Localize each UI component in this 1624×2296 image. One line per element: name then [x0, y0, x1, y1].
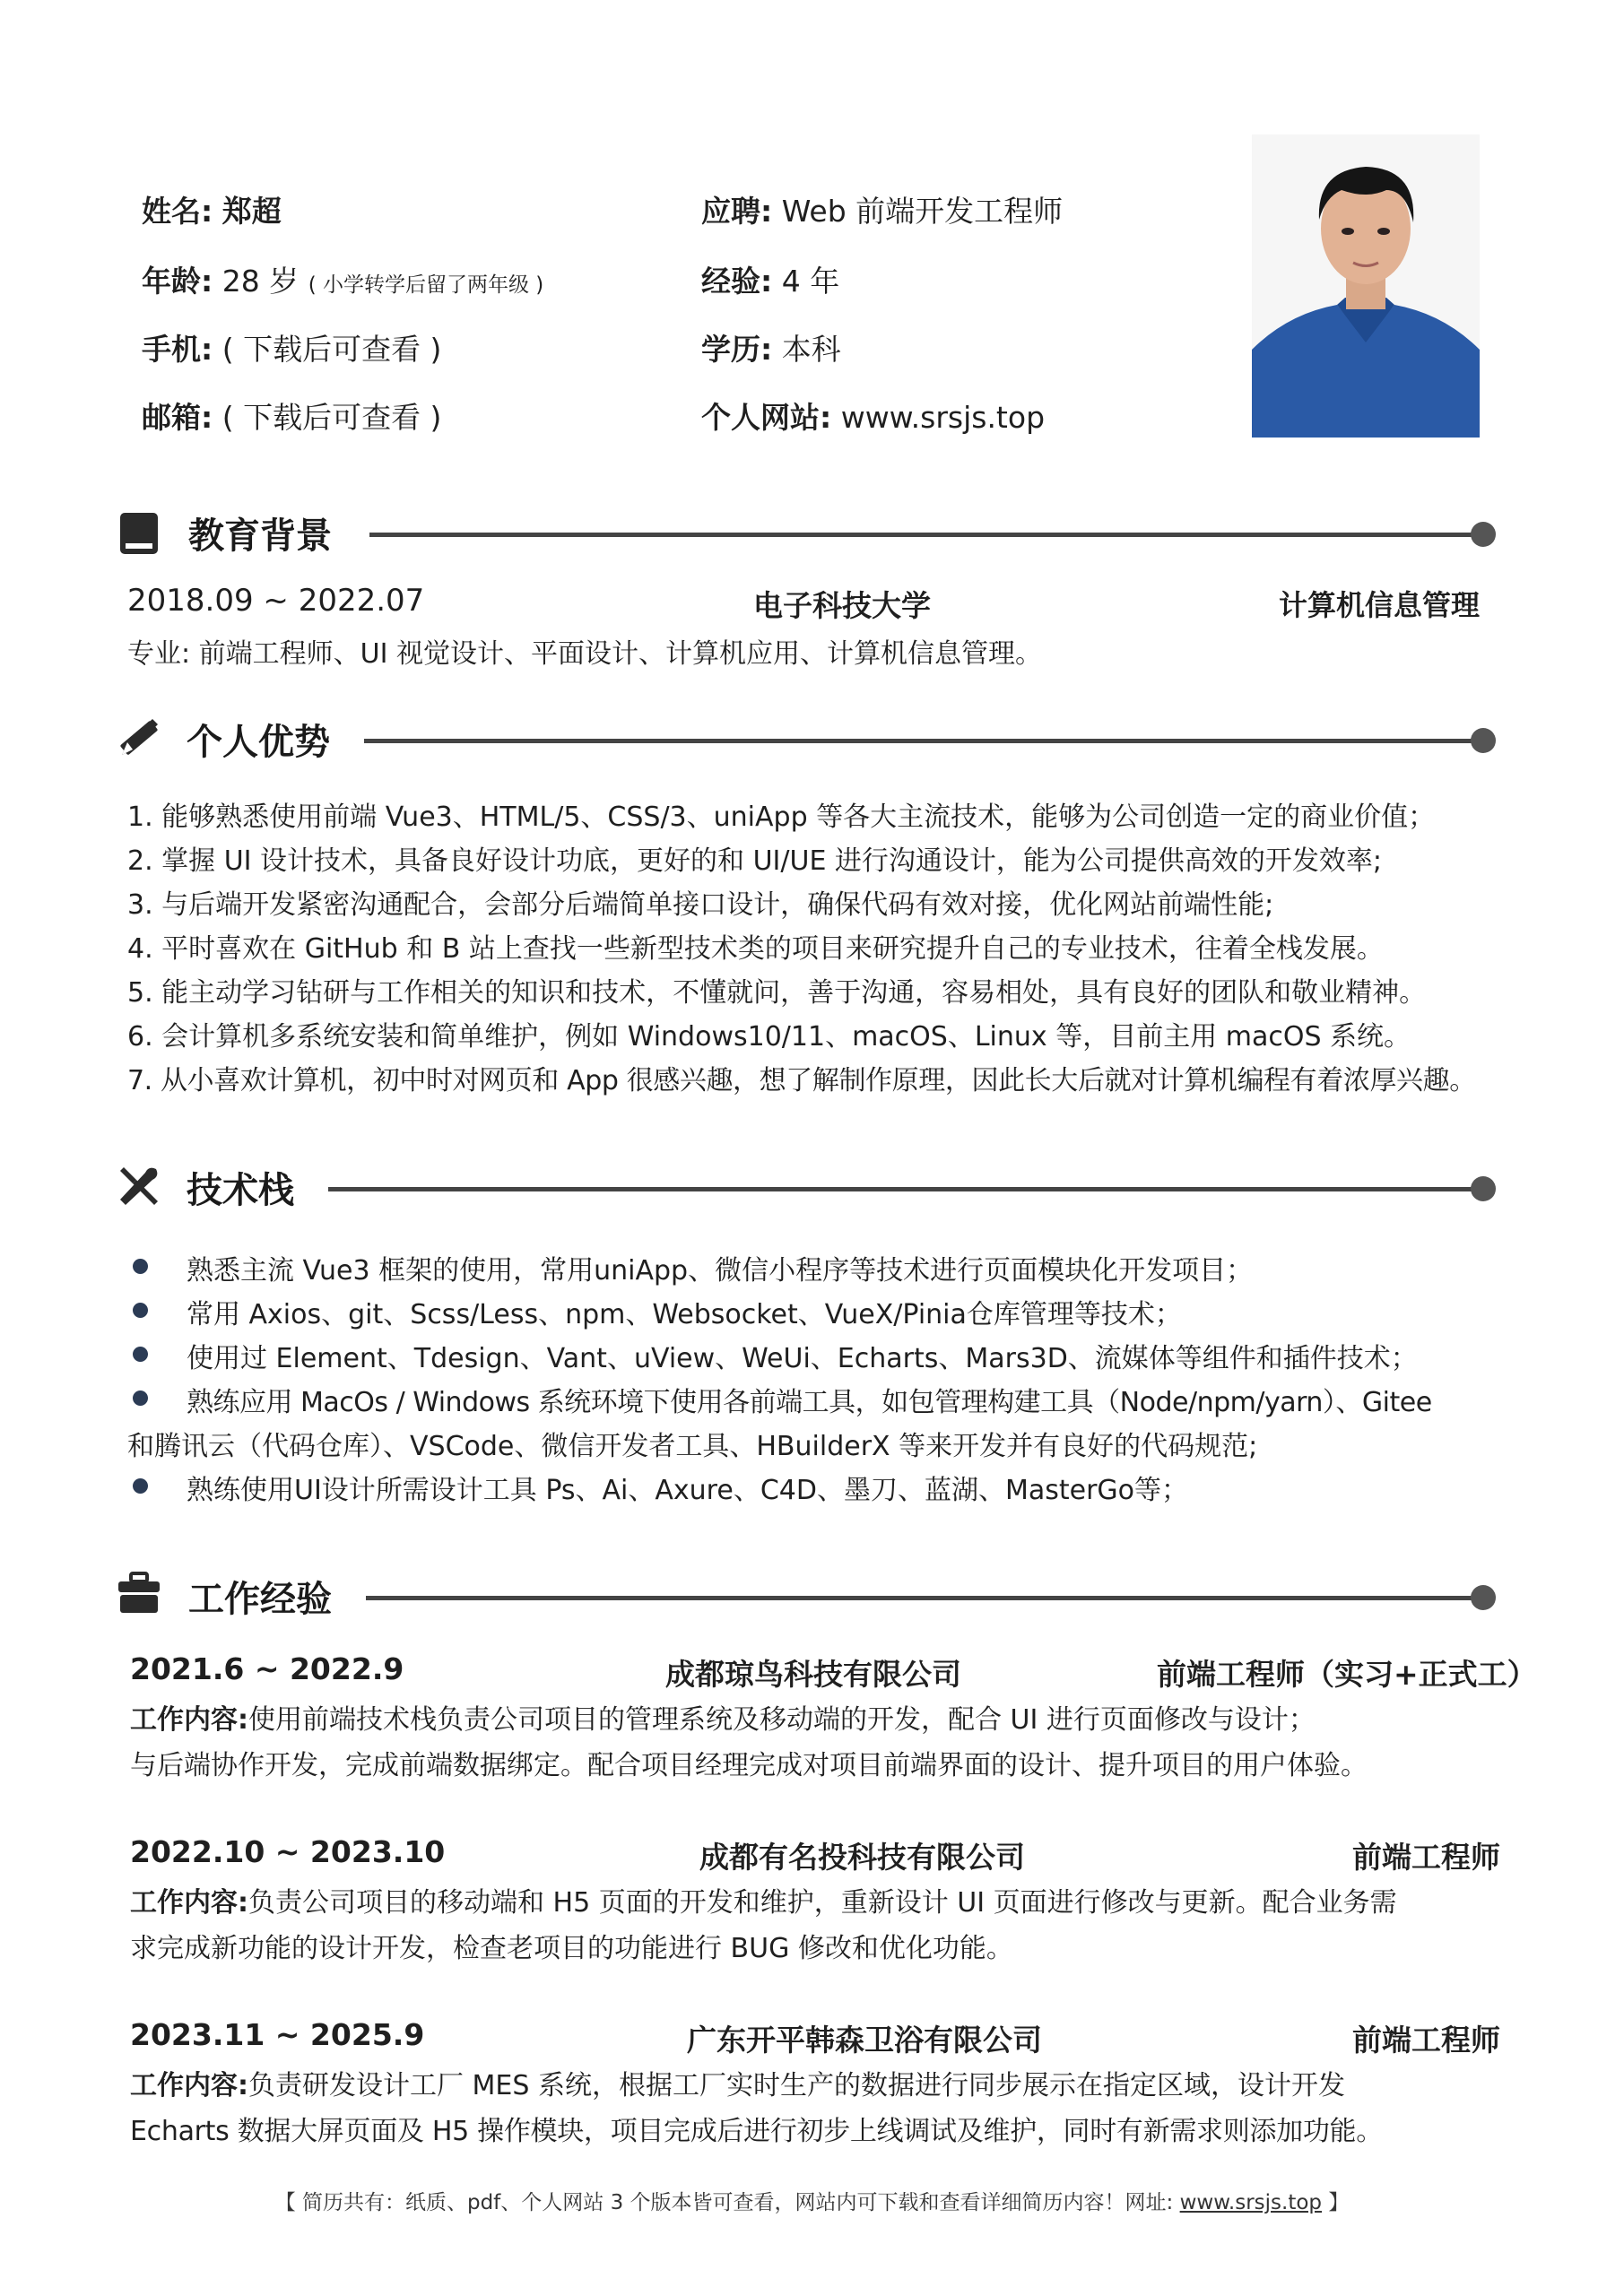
skill-bullet	[133, 1303, 148, 1318]
phone-label: 手机:	[142, 332, 213, 367]
advantage-item: 1. 能够熟悉使用前端 Vue3、HTML/5、CSS/3、uniApp 等各大主流技术，能够为公司创造一定的商业价值；	[127, 801, 1436, 833]
skills-divider-dot	[1471, 1176, 1496, 1201]
job-company: 广东开平韩森卫浴有限公司	[687, 2023, 1042, 2058]
age-row	[142, 258, 543, 300]
phone-row	[142, 326, 441, 368]
education-divider	[369, 533, 1481, 537]
job-role: 前端工程师	[1352, 1840, 1500, 1875]
job-period: 2022.10 ~ 2023.10	[130, 1834, 446, 1869]
apply-row	[701, 188, 1063, 230]
work-divider-dot	[1471, 1585, 1496, 1610]
job-role: 前端工程师	[1352, 2023, 1500, 2058]
age-note: ( 小学转学后留了两年级 )	[308, 273, 544, 297]
website-label: 个人网站:	[701, 400, 832, 435]
job-content-label: 工作内容:	[130, 1704, 248, 1736]
job-content-text: 与后端协作开发，完成前端数据绑定。配合项目经理完成对项目前端界面的设计、提升项目的用户体验。	[130, 1750, 1368, 1781]
profile-photo	[1252, 134, 1480, 438]
work-title: 工作经验	[188, 1579, 332, 1620]
tools-icon	[117, 1164, 161, 1209]
job-content-text: 负责公司项目的移动端和 H5 页面的开发和维护，重新设计 UI 页面进行修改与更新。配合业务需	[248, 1887, 1397, 1919]
degree-value: 本科	[781, 332, 841, 367]
job-period: 2021.6 ~ 2022.9	[130, 1651, 404, 1686]
skills-divider	[328, 1187, 1481, 1191]
skill-item: 熟悉主流 Vue3 框架的使用，常用uniApp、微信小程序等技术进行页面模块化开发项目；	[187, 1255, 1254, 1287]
footer-note	[0, 2186, 1624, 2215]
education-major: 计算机信息管理	[1279, 588, 1481, 622]
experience-value: 4 年	[781, 264, 840, 299]
job-company: 成都有名投科技有限公司	[699, 1840, 1025, 1875]
skill-item: 熟练使用UI设计所需设计工具 Ps、Ai、Axure、C4D、墨刀、蓝湖、MasterGo等；	[187, 1475, 1189, 1506]
advantages-divider-dot	[1471, 728, 1496, 753]
work-divider	[366, 1596, 1481, 1600]
job-content-text: 负责研发设计工厂 MES 系统，根据工厂实时生产的数据进行同步展示在指定区域，设计开发	[248, 2070, 1345, 2101]
job-period: 2023.11 ~ 2025.9	[130, 2017, 425, 2052]
job-content-label: 工作内容:	[130, 2070, 248, 2101]
job-content-line	[130, 2063, 1345, 2102]
skill-item: 熟练应用 MacOs / Windows 系统环境下使用各前端工具，如包管理构建工具（Node/npm/yarn）、Gitee	[187, 1387, 1432, 1418]
education-title: 教育背景	[188, 516, 332, 557]
degree-row	[701, 326, 841, 368]
skill-bullet	[133, 1478, 148, 1494]
job-content-line	[130, 1880, 1397, 1919]
footer-open-bracket: 【	[274, 2191, 296, 2214]
advantages-title: 个人优势	[187, 722, 330, 763]
job-content-text: 求完成新功能的设计开发，检查老项目的功能进行 BUG 修改和优化功能。	[130, 1933, 1013, 1964]
advantage-item: 5. 能主动学习钻研与工作相关的知识和技术，不懂就问，善于沟通，容易相处，具有良好的团队和敬业精神。	[127, 977, 1427, 1009]
job-content-label: 工作内容:	[130, 1887, 248, 1919]
skill-item: 使用过 Element、Tdesign、Vant、uView、WeUi、Echarts、Mars3D、流媒体等组件和插件技术；	[187, 1343, 1418, 1374]
advantage-item: 4. 平时喜欢在 GitHub 和 B 站上查找一些新型技术类的项目来研究提升自己的专业技术，往着全栈发展。	[127, 933, 1384, 965]
pencil-ruler-icon	[117, 715, 161, 760]
skill-bullet	[133, 1259, 148, 1274]
experience-label: 经验:	[701, 264, 773, 299]
email-row	[142, 394, 441, 437]
advantages-divider	[364, 739, 1481, 743]
skill-item: 常用 Axios、git、Scss/Less、npm、Websocket、VueX/Pinia仓库管理等技术；	[187, 1299, 1182, 1330]
skill-bullet	[133, 1347, 148, 1362]
website-value[interactable]: www.srsjs.top	[840, 400, 1046, 435]
job-company: 成都琼鸟科技有限公司	[665, 1657, 961, 1692]
book-icon	[117, 511, 161, 556]
job-content-text: Echarts 数据大屏页面及 H5 操作模块，项目完成后进行初步上线调试及维护，同时有新需求则添加功能。	[130, 2116, 1383, 2147]
apply-label: 应聘:	[701, 194, 773, 229]
website-row	[701, 394, 1045, 437]
skill-bullet	[133, 1391, 148, 1406]
email-label: 邮箱:	[142, 400, 213, 435]
skills-title: 技术栈	[187, 1170, 294, 1211]
footer-close-bracket: 】	[1328, 2191, 1350, 2214]
degree-label: 学历:	[701, 332, 773, 367]
name-value: 郑超	[221, 194, 282, 229]
footer-text: 简历共有：纸质、pdf、个人网站 3 个版本皆可查看，网站内可下载和查看详细简历内容！网址:	[301, 2191, 1174, 2214]
advantage-item: 2. 掌握 UI 设计技术，具备良好设计功底，更好的和 UI/UE 进行沟通设计，能为公司提供高效的开发效率;	[127, 845, 1383, 877]
briefcase-icon	[117, 1571, 161, 1616]
job-content-text: 使用前端技术栈负责公司项目的管理系统及移动端的开发，配合 UI 进行页面修改与设计；	[248, 1704, 1316, 1736]
advantage-item: 7. 从小喜欢计算机，初中时对网页和 App 很感兴趣，想了解制作原理，因此长大后就对计算机编程有着浓厚兴趣。	[127, 1065, 1476, 1096]
age-value: 28 岁	[221, 264, 300, 299]
advantage-item: 3. 与后端开发紧密沟通配合，会部分后端简单接口设计，确保代码有效对接，优化网站前端性能;	[127, 889, 1274, 921]
footer-website-link[interactable]: www.srsjs.top	[1179, 2191, 1323, 2214]
name-label: 姓名:	[142, 194, 213, 229]
experience-row	[701, 258, 839, 300]
age-label: 年龄:	[142, 264, 213, 299]
name-row	[142, 188, 282, 230]
education-period: 2018.09 ~ 2022.07	[127, 583, 425, 619]
email-value: ( 下载后可查看 )	[221, 400, 442, 435]
advantage-item: 6. 会计算机多系统安装和简单维护，例如 Windows10/11、macOS、Linux 等，目前主用 macOS 系统。	[127, 1021, 1411, 1053]
job-role: 前端工程师（实习+正式工）	[1157, 1657, 1537, 1692]
phone-value: ( 下载后可查看 )	[221, 332, 442, 367]
education-divider-dot	[1471, 522, 1496, 547]
education-detail: 专业: 前端工程师、UI 视觉设计、平面设计、计算机应用、计算机信息管理。	[127, 638, 1042, 670]
skill-item-continued: 和腾讯云（代码仓库）、VSCode、微信开发者工具、HBuilderX 等来开发并有良好的代码规范;	[127, 1431, 1258, 1462]
education-school: 电子科技大学	[753, 588, 931, 623]
job-content-line	[130, 1697, 1316, 1737]
apply-value: Web 前端开发工程师	[781, 194, 1064, 229]
